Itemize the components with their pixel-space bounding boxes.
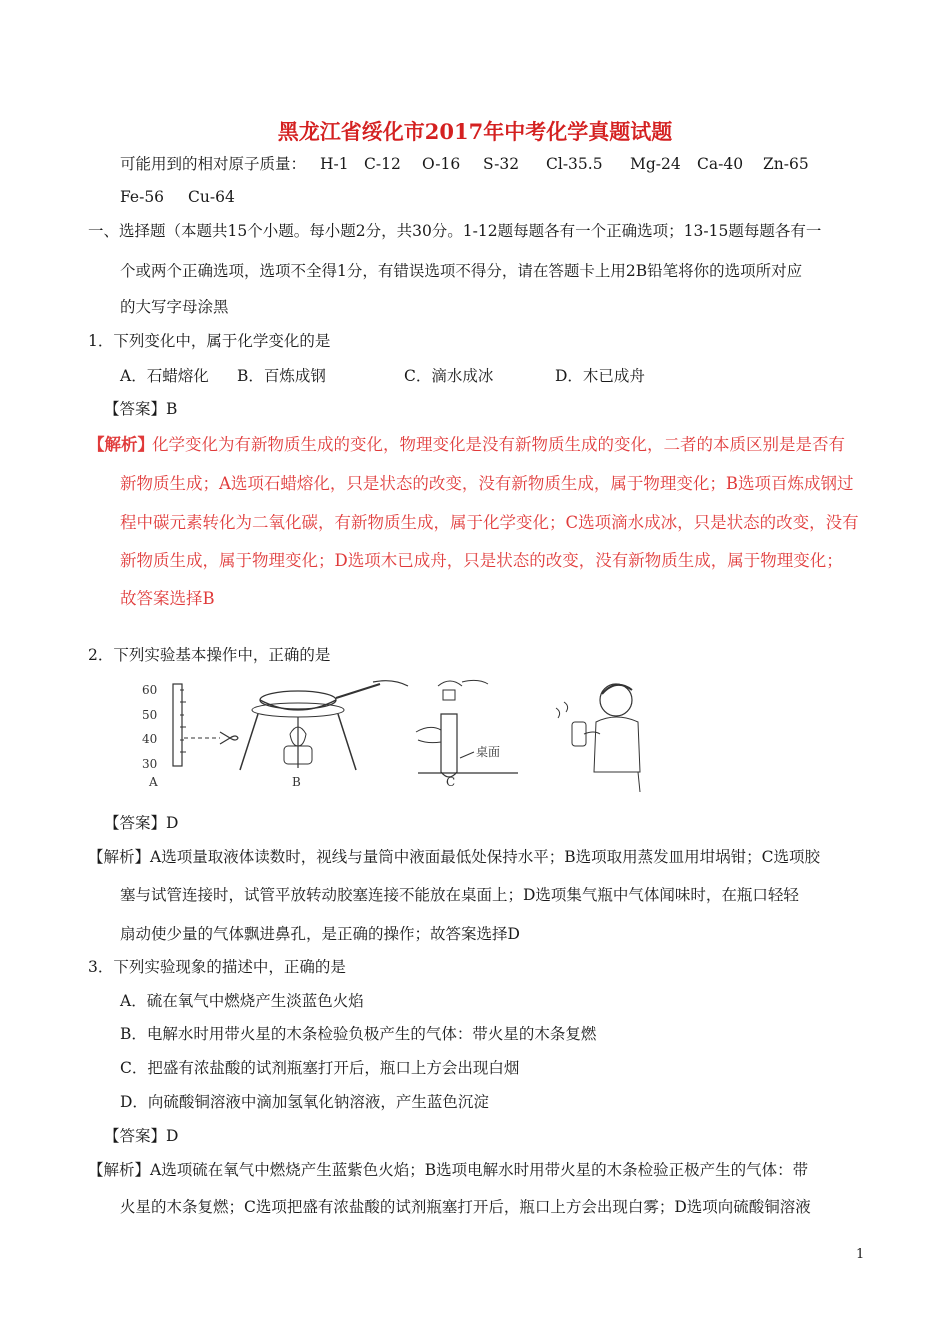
atomic-mass-item: Cl-35.5 bbox=[546, 155, 603, 173]
q1-analysis-line: 化学变化为有新物质生成的变化，物理变化是没有新物质生成的变化，二者的本质区别是是否有 bbox=[152, 435, 845, 454]
section-heading: 一、选择题（本题共15个小题。每小题2分，共30分。1-12题每题各有一个正确选项；13-15题每题各有一 bbox=[88, 222, 822, 240]
evaporating-dish-diagram bbox=[240, 681, 408, 789]
q2-analysis-line: 【解析】A选项量取液体读数时，视线与量筒中液面最低处保持水平；B选项取用蒸发皿用坩埚钳；C选项胶 bbox=[88, 848, 820, 866]
q3-analysis-line: 【解析】A选项硫在氧气中燃烧产生蓝紫色火焰；B选项电解水时用带火星的木条检验正极产生的气体：带 bbox=[88, 1161, 809, 1179]
atomic-mass-item: Ca-40 bbox=[697, 155, 744, 173]
q3-option-d: D．向硫酸铜溶液中滴加氢氧化钠溶液，产生蓝色沉淀 bbox=[120, 1093, 489, 1111]
q1-analysis-line: 新物质生成；A选项石蜡熔化，只是状态的改变，没有新物质生成，属于物理变化；B选项百炼成钢过 bbox=[120, 474, 854, 493]
page-title: 黑龙江省绥化市2017年中考化学真题试题 bbox=[277, 119, 673, 144]
atomic-mass-item: Zn-65 bbox=[763, 155, 809, 173]
q1-option-a: A．石蜡熔化 bbox=[120, 367, 209, 385]
q2-analysis-line: 塞与试管连接时，试管平放转动胶塞连接不能放在桌面上；D选项集气瓶中气体闻味时，在瓶口轻轻 bbox=[120, 886, 799, 904]
section-heading-line: 的大写字母涂黑 bbox=[120, 298, 229, 316]
q3-option-b: B．电解水时用带火星的木条检验负极产生的气体：带火星的木条复燃 bbox=[120, 1025, 597, 1043]
q2-answer: 【答案】D bbox=[104, 814, 179, 832]
q3-answer: 【答案】D bbox=[104, 1127, 179, 1145]
q1-analysis-label: 【解析】 bbox=[88, 435, 154, 454]
q2-analysis-line: 扇动使少量的气体飘进鼻孔，是正确的操作；故答案选择D bbox=[120, 925, 520, 943]
question-3-stem: 3．下列实验现象的描述中，正确的是 bbox=[88, 958, 346, 976]
q3-option-c: C．把盛有浓盐酸的试剂瓶塞打开后，瓶口上方会出现白烟 bbox=[120, 1059, 520, 1077]
fig-label-a: A bbox=[149, 775, 158, 789]
cyl-tick-30: 30 bbox=[142, 757, 158, 771]
q2-figure bbox=[118, 672, 768, 794]
q1-analysis-line: 程中碳元素转化为二氧化碳，有新物质生成，属于化学变化；C选项滴水成冰，只是状态的改变，没有 bbox=[120, 513, 859, 532]
q1-analysis-line: 新物质生成，属于物理变化；D选项木已成舟，只是状态的改变，没有新物质生成，属于物理变化； bbox=[120, 551, 843, 570]
q1-option-c: C．滴水成冰 bbox=[404, 367, 494, 385]
section-heading-line: 个或两个正确选项，选项不全得1分，有错误选项不得分，请在答题卡上用2B铅笔将你的选项所对应 bbox=[120, 262, 803, 280]
fig-label-c: C bbox=[446, 775, 456, 789]
q1-option-d: D．木已成舟 bbox=[555, 367, 645, 385]
fig-label-b: B bbox=[292, 775, 301, 789]
q1-answer: 【答案】B bbox=[104, 400, 178, 418]
atomic-mass-item: H-1 bbox=[320, 155, 349, 173]
smell-gas-diagram bbox=[556, 684, 640, 792]
cyl-tick-40: 40 bbox=[142, 732, 158, 746]
atomic-mass-item: Mg-24 bbox=[630, 155, 681, 173]
test-tube-stopper-diagram bbox=[416, 680, 518, 789]
atomic-mass-item: C-12 bbox=[364, 155, 401, 173]
atomic-mass-prefix: 可能用到的相对原子质量： bbox=[120, 155, 307, 173]
desk-label: 桌面 bbox=[476, 745, 501, 759]
atomic-mass-item: S-32 bbox=[483, 155, 520, 173]
cyl-tick-60: 60 bbox=[142, 683, 158, 697]
question-1-stem: 1．下列变化中，属于化学变化的是 bbox=[88, 332, 331, 350]
eye-icon bbox=[220, 732, 238, 744]
q3-option-a: A．硫在氧气中燃烧产生淡蓝色火焰 bbox=[120, 992, 364, 1010]
atomic-mass-item: Fe-56 bbox=[120, 188, 165, 206]
atomic-mass-item: Cu-64 bbox=[188, 188, 235, 206]
question-2-stem: 2．下列实验基本操作中，正确的是 bbox=[88, 646, 331, 664]
graduated-cylinder-diagram bbox=[142, 683, 238, 789]
cyl-tick-50: 50 bbox=[142, 708, 158, 722]
q1-option-b: B．百炼成钢 bbox=[237, 367, 326, 385]
q1-analysis-line: 故答案选择B bbox=[120, 589, 215, 608]
page-number: 1 bbox=[856, 1247, 865, 1262]
atomic-mass-item: O-16 bbox=[422, 155, 461, 173]
q3-analysis-line: 火星的木条复燃；C选项把盛有浓盐酸的试剂瓶塞打开后，瓶口上方会出现白雾；D选项向硫酸铜溶液 bbox=[120, 1198, 811, 1216]
